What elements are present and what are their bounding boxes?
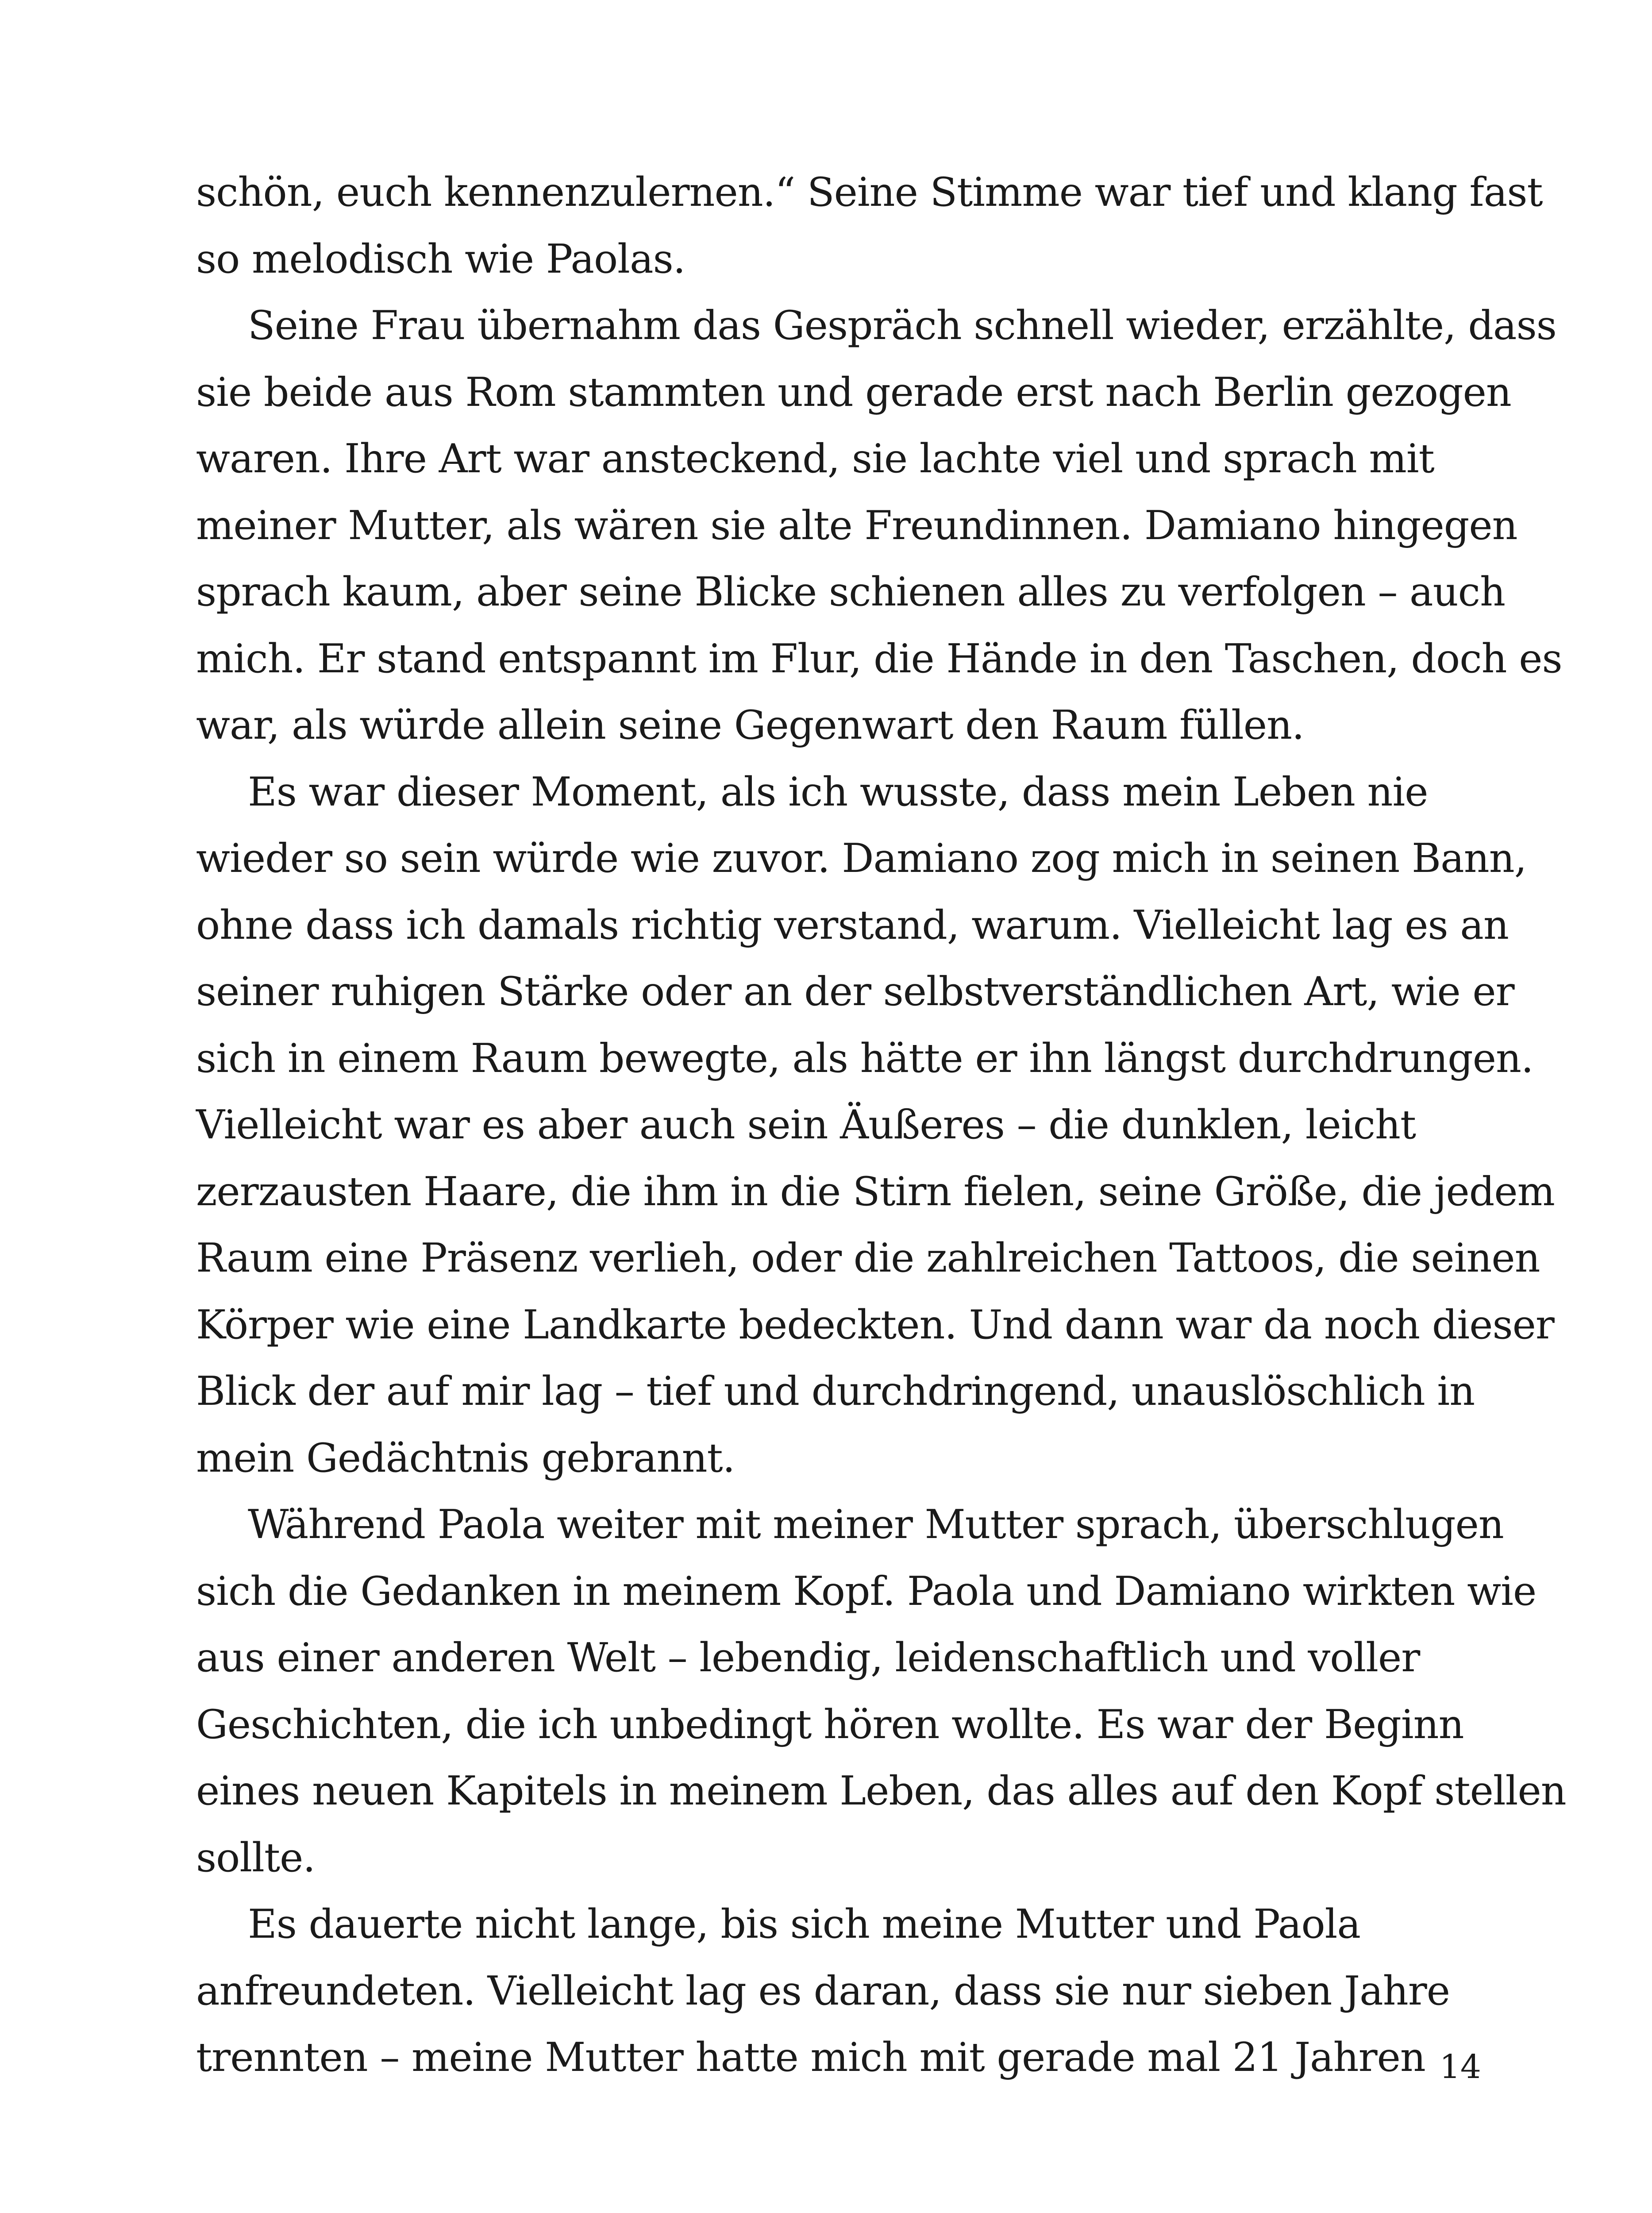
text-line: Körper wie eine Landkarte bedeckten. Und dann war da noch dieser bbox=[196, 1301, 1554, 1348]
text-line: eines neuen Kapitels in meinem Leben, das alles auf den Kopf stellen bbox=[196, 1768, 1566, 1814]
text-line: war, als würde allein seine Gegenwart den Raum füllen. bbox=[196, 702, 1304, 748]
text-line: mich. Er stand entspannt im Flur, die Hände in den Taschen, doch es bbox=[196, 635, 1562, 682]
text-line: sollte. bbox=[196, 1834, 315, 1881]
text-line: Raum eine Präsenz verlieh, oder die zahlreichen Tattoos, die seinen bbox=[196, 1235, 1540, 1281]
text-line: aus einer anderen Welt – lebendig, leidenschaftlich und voller bbox=[196, 1635, 1420, 1681]
text-line: trennten – meine Mutter hatte mich mit gerade mal 21 Jahren bbox=[196, 2034, 1425, 2081]
text-line: seiner ruhigen Stärke oder an der selbstverständlichen Art, wie er bbox=[196, 968, 1514, 1015]
text-line: sprach kaum, aber seine Blicke schienen alles zu verfolgen – auch bbox=[196, 569, 1506, 615]
text-line: mein Gedächtnis gebrannt. bbox=[196, 1434, 735, 1481]
text-line: waren. Ihre Art war ansteckend, sie lachte viel und sprach mit bbox=[196, 436, 1434, 482]
text-line: Blick der auf mir lag – tief und durchdringend, unauslöschlich in bbox=[196, 1368, 1475, 1415]
text-line: wieder so sein würde wie zuvor. Damiano zog mich in seinen Bann, bbox=[196, 835, 1527, 882]
page-number: 14 bbox=[1439, 2048, 1481, 2086]
body-text bbox=[196, 159, 1566, 2091]
text-line: Seine Frau übernahm das Gespräch schnell wieder, erzählte, dass bbox=[248, 302, 1556, 349]
text-line: sie beide aus Rom stammten und gerade erst nach Berlin gezogen bbox=[196, 369, 1511, 416]
text-line: Es war dieser Moment, als ich wusste, dass mein Leben nie bbox=[248, 768, 1428, 815]
text-line: so melodisch wie Paolas. bbox=[196, 235, 685, 282]
text-line: schön, euch kennenzulernen.“ Seine Stimme war tief und klang fast bbox=[196, 169, 1543, 216]
text-line: Geschichten, die ich unbedingt hören wollte. Es war der Beginn bbox=[196, 1701, 1464, 1748]
text-line: meiner Mutter, als wären sie alte Freundinnen. Damiano hingegen bbox=[196, 502, 1517, 549]
text-line: Es dauerte nicht lange, bis sich meine Mutter und Paola bbox=[248, 1901, 1361, 1947]
text-line: ohne dass ich damals richtig verstand, warum. Vielleicht lag es an bbox=[196, 902, 1509, 948]
text-line: zerzausten Haare, die ihm in die Stirn fielen, seine Größe, die jedem bbox=[196, 1168, 1555, 1215]
text-line: Während Paola weiter mit meiner Mutter sprach, überschlugen bbox=[248, 1501, 1504, 1548]
text-line: sich die Gedanken in meinem Kopf. Paola und Damiano wirkten wie bbox=[196, 1568, 1536, 1615]
text-line: Vielleicht war es aber auch sein Äußeres – die dunklen, leicht bbox=[196, 1102, 1416, 1148]
text-line: anfreundeten. Vielleicht lag es daran, dass sie nur sieben Jahre bbox=[196, 1967, 1450, 2014]
text-line: sich in einem Raum bewegte, als hätte er ihn längst durchdrungen. bbox=[196, 1035, 1533, 1082]
